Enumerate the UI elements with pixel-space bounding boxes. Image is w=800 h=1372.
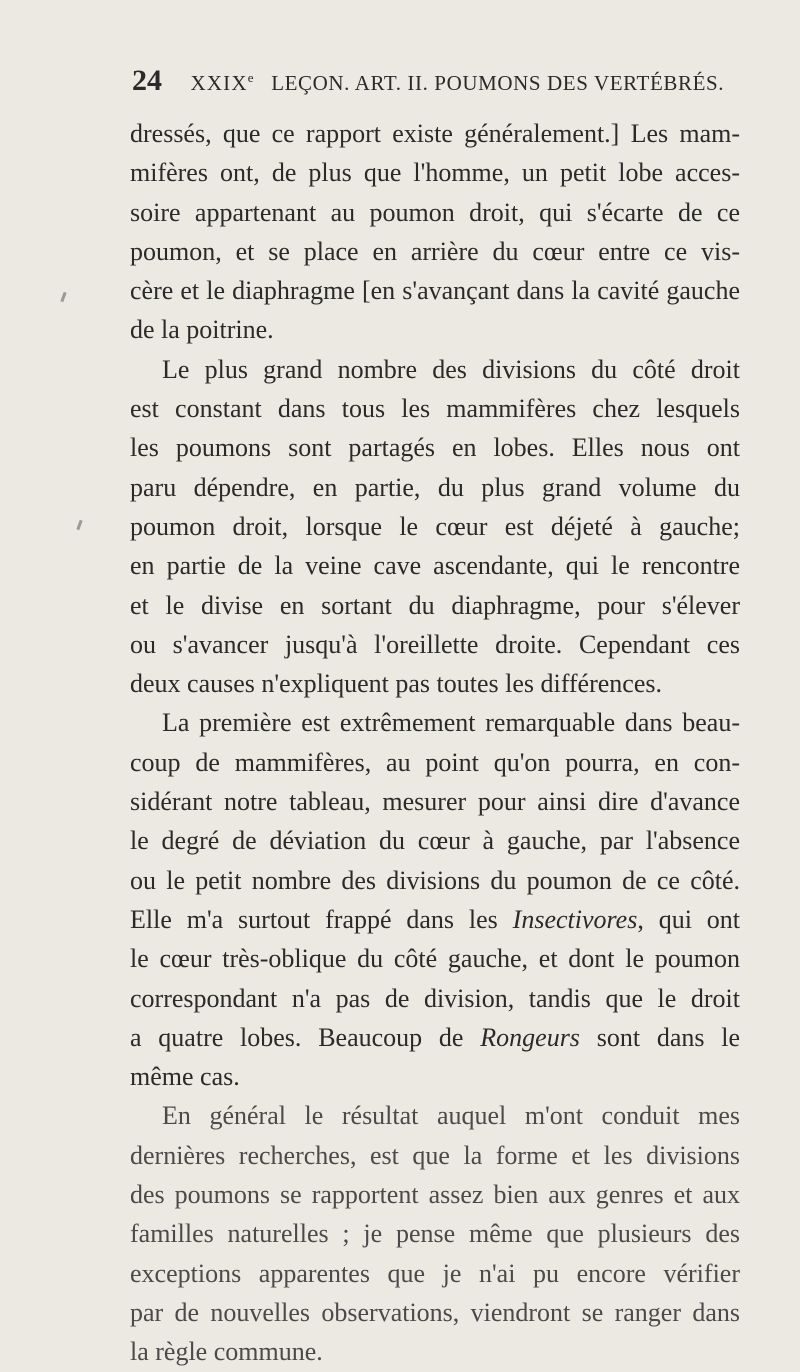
- text-line: mifères ont, de plus que l'homme, un petit lobe acces-: [130, 158, 740, 188]
- text-line: poumon, et se place en arrière du cœur entre ce vis-: [130, 236, 740, 266]
- text-line: ou le petit nombre des divisions du poumon de ce côté.: [130, 865, 740, 895]
- text-line: en partie de la veine cave ascendante, qui le rencontre: [130, 551, 740, 581]
- text-segment: sont dans le: [596, 1022, 741, 1052]
- text-line: des poumons se rapportent assez bien aux genres et aux: [130, 1180, 740, 1210]
- running-title: LEÇON. ART. II. POUMONS DES VERTÉBRÉS.: [271, 71, 725, 95]
- text-line: et le divise en sortant du diaphragme, pour s'élever: [130, 590, 740, 620]
- lesson-number: XXIX: [190, 71, 248, 95]
- margin-mark: [60, 292, 66, 302]
- text-line: exceptions apparentes que je n'ai pu encore vérifier: [130, 1258, 740, 1288]
- text-line: le cœur très-oblique du côté gauche, et dont le poumon: [130, 944, 740, 974]
- text-line: [130, 1018, 740, 1057]
- text-line: ou s'avancer jusqu'à l'oreillette droite. Cependant ces: [130, 629, 740, 659]
- text-line: par de nouvelles observations, viendront se ranger dans: [130, 1297, 740, 1327]
- text-line: la règle commune.: [130, 1337, 323, 1367]
- text-line: sidérant notre tableau, mesurer pour ainsi dire d'avance: [130, 787, 740, 817]
- page-number: 24: [132, 64, 162, 97]
- text-line: les poumons sont partagés en lobes. Elles nous ont: [130, 433, 740, 463]
- lesson-suffix: e: [247, 70, 255, 85]
- text-line: poumon droit, lorsque le cœur est déjeté à gauche;: [130, 511, 740, 541]
- text-line: [130, 900, 740, 939]
- text-line: La première est extrêmement remarquable dans beau-: [162, 708, 740, 738]
- text-line: de la poitrine.: [130, 315, 274, 345]
- text-line: le degré de déviation du cœur à gauche, par l'absence: [130, 826, 740, 856]
- text-line: cère et le diaphragme [en s'avançant dans la cavité gauche: [130, 276, 740, 306]
- italic-term-rongeurs: Rongeurs: [480, 1022, 580, 1052]
- text-line: dressés, que ce rapport existe généralement.] Les mam-: [130, 119, 740, 148]
- text-segment: Elle m'a surtout frappé dans les: [130, 904, 498, 934]
- text-line: paru dépendre, en partie, du plus grand volume du: [130, 472, 740, 502]
- text-line: deux causes n'expliquent pas toutes les différences.: [130, 669, 662, 699]
- text-line: Le plus grand nombre des divisions du côté droit: [162, 354, 740, 384]
- text-line: correspondant n'a pas de division, tandis que le droit: [130, 983, 740, 1013]
- text-segment: , qui ont: [637, 904, 741, 934]
- running-head: [132, 64, 732, 104]
- text-line: familles naturelles ; je pense même que plusieurs des: [130, 1219, 740, 1249]
- italic-term-insectivores: Insectivores: [512, 904, 638, 934]
- text-line: coup de mammifères, au point qu'on pourra, en con-: [130, 747, 740, 777]
- body-text: [130, 114, 740, 1372]
- text-line: En général le résultat auquel m'ont conduit mes: [162, 1101, 740, 1131]
- text-segment: a quatre lobes. Beaucoup de: [130, 1022, 464, 1052]
- text-line: est constant dans tous les mammifères chez lesquels: [130, 394, 740, 424]
- text-line: soire appartenant au poumon droit, qui s'écarte de ce: [130, 197, 740, 227]
- margin-mark: [76, 520, 82, 530]
- text-line: dernières recherches, est que la forme et les divisions: [130, 1140, 740, 1170]
- text-line: même cas.: [130, 1062, 240, 1092]
